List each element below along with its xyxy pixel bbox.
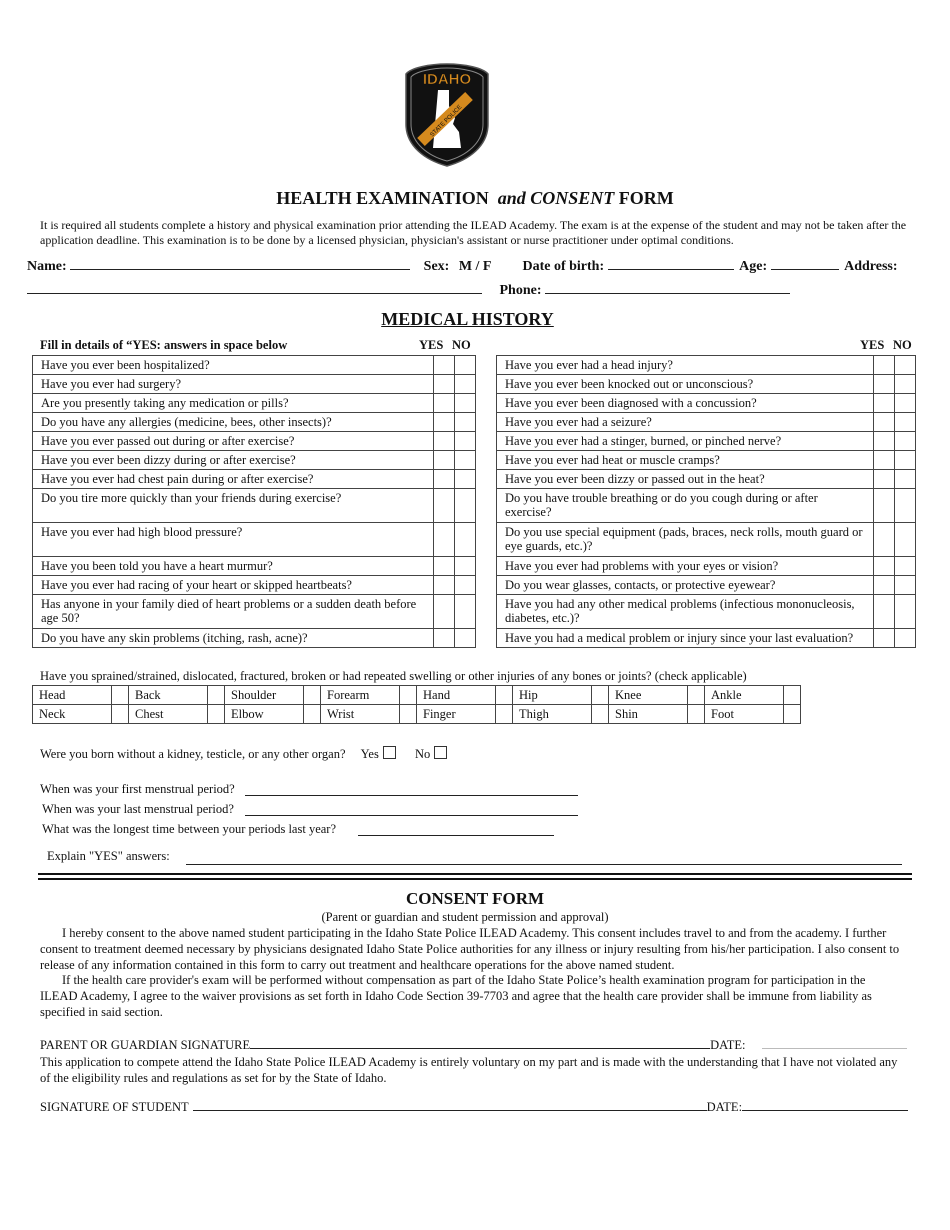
consent-title: CONSENT FORM (405, 889, 545, 908)
question-text: Do you wear glasses, contacts, or protective eyewear? (497, 576, 874, 595)
svg-text:STATE POLICE: STATE POLICE (429, 104, 464, 139)
injury-label: Neck (33, 705, 112, 724)
dob-field[interactable] (608, 256, 734, 270)
injury-label: Head (33, 686, 112, 705)
question-text: Have you been told you have a heart murmur? (33, 557, 434, 576)
parent-date-field[interactable] (762, 1036, 907, 1049)
no-checkbox[interactable] (895, 576, 916, 595)
yes-checkbox[interactable] (874, 451, 895, 470)
question-row (497, 413, 916, 432)
age-field[interactable] (771, 256, 839, 270)
injury-label: Thigh (513, 705, 592, 724)
question-text: Do you have any skin problems (itching, rash, acne)? (33, 629, 434, 648)
no-checkbox[interactable] (895, 629, 916, 648)
first-menstrual-field[interactable] (245, 782, 578, 796)
question-row (497, 470, 916, 489)
yes-checkbox[interactable] (434, 557, 455, 576)
yes-checkbox[interactable] (874, 356, 895, 375)
question-text: Have you ever passed out during or after exercise? (33, 432, 434, 451)
question-text: Have you ever been diagnosed with a concussion? (497, 394, 874, 413)
injury-grid (32, 685, 801, 724)
injury-checkbox[interactable] (784, 686, 801, 705)
yes-checkbox[interactable] (874, 413, 895, 432)
injury-checkbox[interactable] (592, 705, 609, 724)
injury-checkbox[interactable] (784, 705, 801, 724)
student-signature-row: SIGNATURE OF STUDENT DATE: (40, 1098, 908, 1115)
first-menstrual-label: When was your first menstrual period? (40, 782, 235, 796)
question-row (33, 489, 476, 523)
left-yes-header: YES (419, 338, 444, 352)
injury-checkbox[interactable] (208, 705, 225, 724)
yes-checkbox[interactable] (434, 432, 455, 451)
organ-yes-checkbox[interactable] (383, 746, 396, 759)
no-checkbox[interactable] (895, 470, 916, 489)
yes-checkbox[interactable] (874, 489, 895, 523)
address-field[interactable] (27, 280, 482, 294)
no-checkbox[interactable] (455, 413, 476, 432)
last-menstrual-label: When was your last menstrual period? (42, 802, 234, 816)
question-text: Do you have trouble breathing or do you cough during or after exercise? (497, 489, 874, 523)
injury-label: Knee (609, 686, 688, 705)
question-text: Have you ever been dizzy or passed out in the heat? (497, 470, 874, 489)
no-checkbox[interactable] (455, 489, 476, 523)
consent-paragraph-2: If the health care provider's exam will be performed without compensation as part of the Idaho State Police’s health examination program for participation in the ILEAD Academy, I agree to the waiver provisions as set forth in Idaho Code Section 39-7703 and agree that the health care provider shall be immune from liability as specified in said section. (40, 973, 872, 1019)
right-no-header: NO (893, 338, 912, 352)
yes-checkbox[interactable] (874, 629, 895, 648)
injury-checkbox[interactable] (400, 705, 417, 724)
yes-checkbox[interactable] (874, 576, 895, 595)
no-checkbox[interactable] (455, 576, 476, 595)
sex-options[interactable]: M / F (458, 259, 491, 274)
question-row (33, 595, 476, 629)
injury-label: Finger (417, 705, 496, 724)
injury-label: Hip (513, 686, 592, 705)
question-text: Do you tire more quickly than your friends during exercise? (33, 489, 434, 523)
no-checkbox[interactable] (455, 356, 476, 375)
yes-checkbox[interactable] (874, 394, 895, 413)
injury-label: Wrist (321, 705, 400, 724)
injury-checkbox[interactable] (592, 686, 609, 705)
address-phone-row: Phone: (27, 280, 790, 299)
no-checkbox[interactable] (895, 595, 916, 629)
question-row (497, 432, 916, 451)
injury-label: Shoulder (225, 686, 304, 705)
question-row (33, 413, 476, 432)
question-row (33, 394, 476, 413)
no-checkbox[interactable] (455, 523, 476, 557)
question-row (33, 629, 476, 648)
question-row (497, 595, 916, 629)
no-checkbox[interactable] (455, 394, 476, 413)
question-text: Are you presently taking any medication or pills? (33, 394, 434, 413)
injury-checkbox[interactable] (496, 686, 513, 705)
yes-checkbox[interactable] (874, 595, 895, 629)
question-text: Have you ever had problems with your eyes or vision? (497, 557, 874, 576)
question-row (497, 375, 916, 394)
question-row (33, 375, 476, 394)
no-checkbox[interactable] (895, 557, 916, 576)
question-text: Have you ever had a seizure? (497, 413, 874, 432)
question-row (33, 451, 476, 470)
consent-subtitle: (Parent or guardian and student permission and approval) (321, 910, 609, 924)
yes-checkbox[interactable] (434, 375, 455, 394)
injury-label: Back (129, 686, 208, 705)
yes-checkbox[interactable] (874, 432, 895, 451)
consent-body (40, 926, 902, 1021)
no-checkbox[interactable] (455, 451, 476, 470)
yes-checkbox[interactable] (434, 595, 455, 629)
student-date-field[interactable] (742, 1098, 908, 1111)
question-row (497, 629, 916, 648)
question-row (497, 394, 916, 413)
injury-label: Shin (609, 705, 688, 724)
question-text: Have you had a medical problem or injury since your last evaluation? (497, 629, 874, 648)
right-questions-table (496, 355, 916, 648)
injury-checkbox[interactable] (304, 705, 321, 724)
left-questions-table (32, 355, 476, 648)
medical-history-title: MEDICAL HISTORY (381, 309, 554, 329)
no-checkbox[interactable] (895, 451, 916, 470)
intro-text: It is required all students complete a history and physical examination prior attending the ILEAD Academy. The exam is at the expense of the student and may not be taken after the application deadline. This examination is to be done by a licensed physician, physician's assistant or nurse practitioner under optimal conditions. (40, 218, 907, 247)
question-row (33, 470, 476, 489)
phone-field[interactable] (545, 280, 790, 294)
right-yes-header: YES (860, 338, 885, 352)
yes-checkbox[interactable] (874, 470, 895, 489)
question-text: Have you ever had surgery? (33, 375, 434, 394)
svg-text:IDAHO: IDAHO (422, 71, 472, 88)
yes-checkbox[interactable] (434, 489, 455, 523)
explain-field[interactable] (186, 850, 902, 865)
injury-checkbox[interactable] (688, 705, 705, 724)
yes-checkbox[interactable] (434, 451, 455, 470)
consent-paragraph-1: I hereby consent to the above named student participating in the Idaho State Police ILEAD Academy. This consent includes travel to and from the academy. I further consent to treatment deemed necessary by physicians designated Idaho State Police authorities for any illness or injury resulting from his/her participation. I also consent to release of any information contained in this form to carry out treatment and healthcare operations for the above named student. (40, 926, 900, 972)
no-checkbox[interactable] (895, 523, 916, 557)
no-checkbox[interactable] (895, 432, 916, 451)
yes-checkbox[interactable] (434, 356, 455, 375)
injury-checkbox[interactable] (304, 686, 321, 705)
longest-period-label: What was the longest time between your periods last year? (42, 822, 337, 836)
personal-info-row: Name: Sex: M / F Date of birth: Age: Address: (27, 256, 898, 275)
organ-no-checkbox[interactable] (434, 746, 447, 759)
question-row (33, 432, 476, 451)
question-row (33, 523, 476, 557)
question-row (497, 523, 916, 557)
question-row (33, 576, 476, 595)
question-text: Have you ever had high blood pressure? (33, 523, 434, 557)
no-checkbox[interactable] (455, 432, 476, 451)
injury-label: Chest (129, 705, 208, 724)
voluntary-statement: This application to compete attend the Idaho State Police ILEAD Academy is entirely voluntary on my part and is made with the understanding that I have not violated any of the eligibility rules and regulations as set for by the State of Idaho. (40, 1055, 898, 1085)
question-row (497, 489, 916, 523)
left-no-header: NO (452, 338, 471, 352)
question-text: Have you ever had heat or muscle cramps? (497, 451, 874, 470)
question-text: Have you ever had chest pain during or after exercise? (33, 470, 434, 489)
question-text: Have you ever had a stinger, burned, or pinched nerve? (497, 432, 874, 451)
yes-checkbox[interactable] (874, 523, 895, 557)
yes-checkbox[interactable] (434, 523, 455, 557)
question-row (497, 557, 916, 576)
yes-checkbox[interactable] (434, 413, 455, 432)
student-signature-field[interactable] (193, 1098, 707, 1111)
injury-label: Elbow (225, 705, 304, 724)
question-text: Have you ever been knocked out or unconscious? (497, 375, 874, 394)
question-text: Have you ever had a head injury? (497, 356, 874, 375)
injury-label: Foot (705, 705, 784, 724)
yes-checkbox[interactable] (434, 576, 455, 595)
idaho-state-police-logo (403, 62, 491, 168)
organ-question: Were you born without a kidney, testicle, or any other organ? Yes No (40, 746, 447, 762)
parent-signature-field[interactable] (250, 1036, 710, 1049)
question-text: Do you have any allergies (medicine, bees, other insects)? (33, 413, 434, 432)
question-text: Has anyone in your family died of heart problems or a sudden death before age 50? (33, 595, 434, 629)
no-checkbox[interactable] (895, 413, 916, 432)
no-checkbox[interactable] (895, 394, 916, 413)
injury-checkbox[interactable] (112, 705, 129, 724)
fill-instruction: Fill in details of “YES: answers in space below (40, 338, 288, 352)
question-row (33, 356, 476, 375)
last-menstrual-field[interactable] (245, 802, 578, 816)
question-text: Have you ever been hospitalized? (33, 356, 434, 375)
question-row (497, 576, 916, 595)
question-row (497, 356, 916, 375)
question-row (33, 557, 476, 576)
yes-checkbox[interactable] (874, 557, 895, 576)
injury-checkbox[interactable] (208, 686, 225, 705)
no-checkbox[interactable] (455, 375, 476, 394)
yes-checkbox[interactable] (434, 394, 455, 413)
injury-checkbox[interactable] (688, 686, 705, 705)
question-text: Have you ever been dizzy during or after exercise? (33, 451, 434, 470)
no-checkbox[interactable] (455, 470, 476, 489)
question-text: Do you use special equipment (pads, braces, neck rolls, mouth guard or eye guards, etc.)? (497, 523, 874, 557)
yes-checkbox[interactable] (434, 629, 455, 648)
yes-checkbox[interactable] (434, 470, 455, 489)
injury-checkbox[interactable] (496, 705, 513, 724)
explain-label: Explain "YES" answers: (47, 849, 170, 863)
no-checkbox[interactable] (895, 489, 916, 523)
yes-checkbox[interactable] (874, 375, 895, 394)
no-checkbox[interactable] (895, 356, 916, 375)
section-divider (38, 873, 912, 880)
injury-label: Forearm (321, 686, 400, 705)
form-title: HEALTH EXAMINATION and CONSENT FORM (276, 188, 674, 208)
injury-row (33, 705, 801, 724)
no-checkbox[interactable] (455, 557, 476, 576)
injury-row (33, 686, 801, 705)
name-field[interactable] (70, 256, 410, 270)
injury-label: Ankle (705, 686, 784, 705)
injury-checkbox[interactable] (400, 686, 417, 705)
no-checkbox[interactable] (455, 629, 476, 648)
question-row (497, 451, 916, 470)
injury-label: Hand (417, 686, 496, 705)
question-text: Have you had any other medical problems (infectious mononucleosis, diabetes, etc.)? (497, 595, 874, 629)
no-checkbox[interactable] (895, 375, 916, 394)
no-checkbox[interactable] (455, 595, 476, 629)
question-text: Have you ever had racing of your heart or skipped heartbeats? (33, 576, 434, 595)
injury-question: Have you sprained/strained, dislocated, fractured, broken or had repeated swelling or other injuries of any bones or joints? (check applicable) (40, 669, 747, 683)
parent-signature-row: PARENT OR GUARDIAN SIGNATURE DATE: (40, 1036, 907, 1053)
longest-period-field[interactable] (358, 822, 554, 836)
injury-checkbox[interactable] (112, 686, 129, 705)
